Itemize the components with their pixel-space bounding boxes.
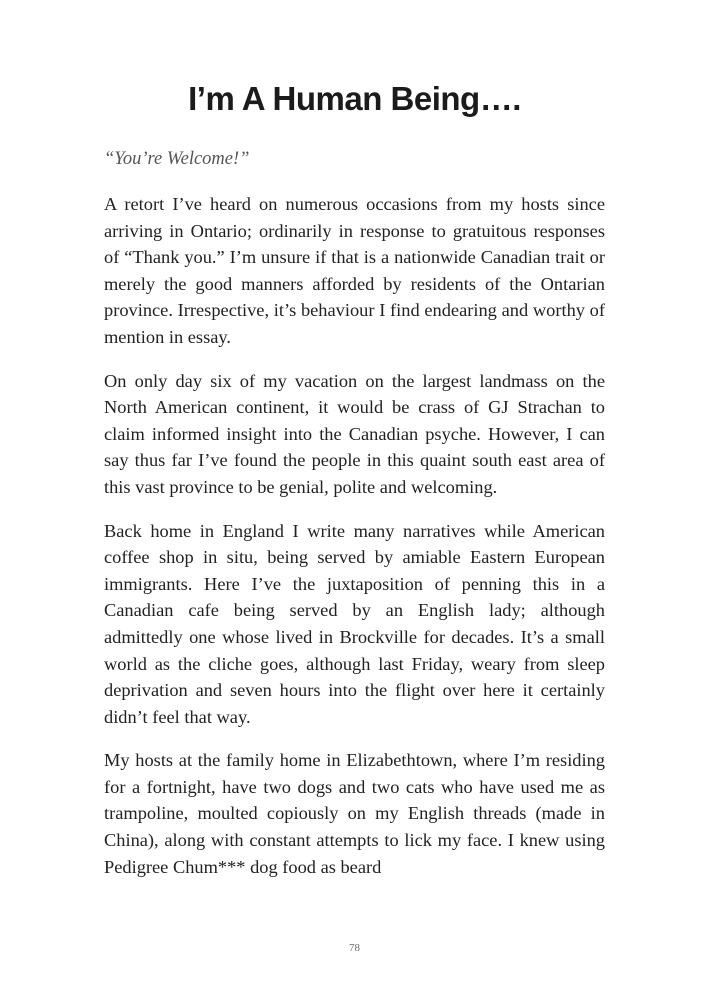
page-number: 78 (349, 942, 360, 954)
body-text (104, 191, 605, 897)
paragraph: Back home in England I write many narratives while American coffee shop in situ, being served by amiable Eastern European immigrants. Here I’ve the juxtaposition of penning this in a Canadian cafe being served by an English lady; although admittedly one whose lived in Brockville for decades. It’s a small world as the cliche goes, although last Friday, weary from sleep deprivation and seven hours into the flight over here it certainly didn’t feel that way. (104, 520, 605, 727)
paragraph: My hosts at the family home in Elizabethtown, where I’m residing for a fortnight, have two dogs and two cats who have used me as trampoline, moulted copiously on my English threads (made in China), along with constant attempts to lick my face. I knew using Pedigree Chum*** dog food as beard (104, 750, 605, 877)
chapter-epigraph: “You’re Welcome!” (104, 149, 250, 169)
paragraph: A retort I’ve heard on numerous occasions from my hosts since arriving in Ontario; ordinarily in response to gratuitous responses of “Thank you.” I’m unsure if that is a nationwide Canadian trait or merely the good manners afforded by residents of the Ontarian province. Irrespective, it’s behaviour I find endearing and worthy of mention in essay. (104, 194, 605, 347)
chapter-title: I’m A Human Being…. (188, 80, 521, 117)
paragraph: On only day six of my vacation on the largest landmass on the North American continent, it would be crass of GJ Strachan to claim informed insight into the Canadian psyche. However, I can say thus far I’ve found the people in this quaint south east area of this vast province to be genial, polite and welcoming. (104, 370, 605, 497)
